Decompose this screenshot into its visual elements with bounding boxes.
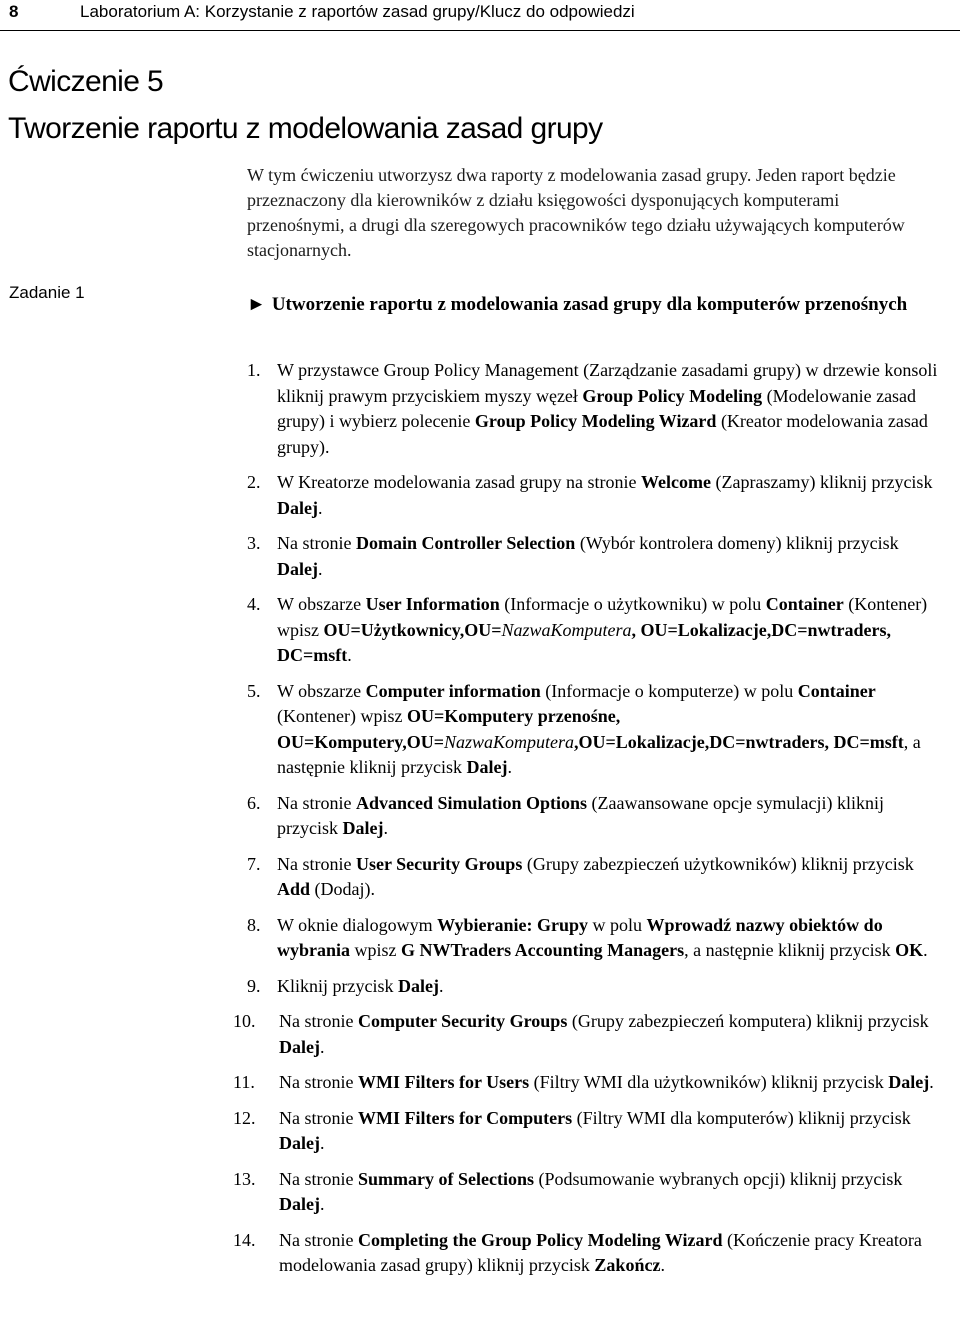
- step-number: 2.: [247, 472, 261, 492]
- running-title: Laboratorium A: Korzystanie z raportów zasad grupy/Klucz do odpowiedzi: [80, 2, 635, 21]
- text-run: (Kontener) wpisz: [277, 706, 407, 726]
- bold-term: Container: [797, 680, 876, 701]
- bold-term: Zakończ: [594, 1255, 661, 1275]
- step-number: 3.: [247, 533, 261, 553]
- bold-term: User Information: [365, 594, 500, 614]
- steps-list: [0, 358, 960, 1289]
- step-item: [0, 852, 960, 903]
- text-run: .: [317, 558, 323, 579]
- text-run: W przystawce Group Policy Management (Zarządzanie zasadami grupy) w drzewie konsoli kliknij prawym przyciskiem myszy węzeł: [277, 360, 938, 406]
- text-run: Na stronie: [277, 533, 356, 553]
- step-number: 9.: [247, 975, 261, 996]
- bold-term: OK: [895, 940, 924, 960]
- text-run: (Zapraszamy) kliknij przycisk: [711, 472, 933, 492]
- text-run: W obszarze: [277, 594, 366, 614]
- bold-term: Dalej: [279, 1036, 320, 1057]
- task-heading: [247, 290, 937, 320]
- step-text: [277, 358, 943, 460]
- step-number: 10.: [233, 1011, 256, 1031]
- text-run: , a następnie kliknij przycisk: [684, 940, 896, 960]
- step-text: [277, 913, 943, 964]
- text-run: (Modelowanie zasad grupy) i wybierz polecenie: [277, 385, 917, 431]
- step-item: [0, 1009, 960, 1060]
- step-text: [279, 1167, 945, 1218]
- step-number: 4.: [247, 594, 261, 614]
- text-run: .: [347, 645, 352, 665]
- page-header: [0, 0, 960, 31]
- text-run: (Grupy zabezpieczeń użytkowników) kliknij przycisk: [522, 853, 914, 874]
- bold-term: Container: [765, 594, 844, 614]
- bold-term: Summary of Selections: [357, 1168, 534, 1189]
- text-run: (Informacje o użytkowniku) w polu: [499, 594, 766, 614]
- text-run: .: [319, 1194, 325, 1214]
- text-run: (Kończenie pracy Kreatora modelowania zasad grupy) kliknij przycisk: [279, 1229, 922, 1275]
- italic-term: NazwaKomputera: [501, 619, 632, 640]
- step-item: [0, 679, 960, 781]
- text-run: (Grupy zabezpieczeń komputera) kliknij przycisk: [567, 1011, 929, 1031]
- step-item: [0, 1106, 960, 1157]
- text-run: W oknie dialogowym: [277, 914, 438, 935]
- text-run: Na stronie: [277, 853, 356, 874]
- step-text: [277, 852, 943, 903]
- text-run: Na stronie: [279, 1168, 358, 1189]
- intro-paragraph: W tym ćwiczeniu utworzysz dwa raporty z modelowania zasad grupy. Jeden raport będzie przeznaczony dla kierowników z działu księgowości dysponujących komputerami przenośnymi, a drugi dla szeregowych pracowników tego działu używających komputerów stacjonarnych.: [247, 165, 905, 260]
- exercise-title: [8, 58, 603, 152]
- bold-term: Computer information: [365, 680, 541, 701]
- step-text: [277, 679, 943, 781]
- text-run: (Informacje o komputerze) w polu: [540, 680, 798, 701]
- arrow-icon: ►: [247, 294, 266, 315]
- step-text: [277, 791, 943, 842]
- text-run: .: [923, 940, 928, 960]
- page-number: 8: [9, 2, 19, 21]
- step-number: 13.: [233, 1168, 256, 1189]
- step-number: 12.: [233, 1107, 256, 1128]
- text-run: .: [929, 1072, 934, 1092]
- step-text: [279, 1228, 945, 1279]
- step-text: [277, 592, 943, 669]
- text-run: .: [319, 1036, 325, 1057]
- step-text: [277, 470, 943, 521]
- text-run: Na stronie: [279, 1229, 358, 1250]
- bold-term: Domain Controller Selection: [355, 533, 576, 553]
- bold-term: Dalej: [342, 818, 384, 838]
- step-item: [0, 1167, 960, 1218]
- step-item: [0, 1228, 960, 1279]
- bold-term: Welcome: [641, 472, 712, 492]
- bold-term: OU=Komputery przenośne, OU=Komputery,OU=: [277, 706, 621, 752]
- step-item: [0, 358, 960, 460]
- step-number: 7.: [247, 853, 261, 874]
- bold-term: Group Policy Modeling Wizard: [474, 411, 717, 431]
- step-text: [279, 1070, 945, 1096]
- step-number: 14.: [233, 1229, 256, 1250]
- text-run: W obszarze: [277, 680, 366, 701]
- step-item: [0, 531, 960, 582]
- step-number: 6.: [247, 792, 261, 813]
- bold-term: , OU=Lokalizacje,DC=nwtraders, DC=msft: [277, 619, 892, 665]
- step-text: [277, 531, 943, 582]
- bold-term: Completing the Group Policy Modeling Wizard: [357, 1229, 723, 1250]
- exercise-number: Ćwiczenie 5: [8, 65, 164, 98]
- text-run: (Filtry WMI dla użytkowników) kliknij przycisk: [529, 1072, 889, 1092]
- text-run: (Zaawansowane opcje symulacji) kliknij przycisk: [277, 792, 884, 838]
- text-run: (Kreator modelowania zasad grupy).: [277, 411, 928, 457]
- bold-term: OU=Użytkownicy,OU=: [323, 619, 502, 640]
- italic-term: NazwaKomputera: [444, 731, 575, 752]
- bold-term: WMI Filters for Computers: [357, 1107, 573, 1128]
- text-run: (Kontener) wpisz: [277, 594, 928, 640]
- step-item: [0, 1070, 960, 1096]
- bold-term: Advanced Simulation Options: [355, 792, 588, 813]
- step-item: [0, 592, 960, 669]
- task-label: Zadanie 1: [9, 283, 85, 302]
- step-item: [0, 470, 960, 521]
- text-run: Na stronie: [279, 1011, 358, 1031]
- bold-term: User Security Groups: [355, 853, 523, 874]
- text-run: , a następnie kliknij przycisk: [277, 731, 921, 777]
- bold-term: Dalej: [466, 757, 508, 777]
- bold-term: Wprowadź nazwy obiektów do wybrania: [277, 914, 883, 960]
- step-item: [0, 913, 960, 964]
- text-run: (Podsumowanie wybranych opcji) kliknij przycisk: [533, 1168, 903, 1189]
- text-run: Kliknij przycisk: [277, 975, 398, 996]
- text-run: Na stronie: [279, 1107, 358, 1128]
- bold-term: Dalej: [279, 1194, 320, 1214]
- text-run: wpisz: [350, 940, 402, 960]
- text-run: .: [319, 1133, 325, 1153]
- bold-term: Group Policy Modeling: [582, 385, 763, 406]
- text-run: W Kreatorze modelowania zasad grupy na stronie: [277, 472, 642, 492]
- step-number: 11.: [233, 1072, 255, 1092]
- exercise-heading: Tworzenie raportu z modelowania zasad grupy: [8, 112, 603, 145]
- bold-term: WMI Filters for Users: [357, 1072, 530, 1092]
- step-item: [0, 791, 960, 842]
- text-run: w polu: [588, 914, 647, 935]
- text-run: .: [507, 757, 512, 777]
- step-text: [279, 1106, 945, 1157]
- text-run: .: [438, 975, 444, 996]
- step-text: [279, 1009, 945, 1060]
- bold-term: Dalej: [277, 497, 318, 518]
- bold-term: ,OU=Lokalizacje,DC=nwtraders, DC=msft: [574, 731, 904, 752]
- text-run: (Filtry WMI dla komputerów) kliknij przycisk: [572, 1107, 911, 1128]
- bold-term: G NWTraders Accounting Managers: [401, 940, 685, 960]
- bold-term: Dalej: [277, 558, 318, 579]
- step-number: 1.: [247, 360, 261, 380]
- step-number: 8.: [247, 914, 261, 935]
- text-run: .: [317, 497, 323, 518]
- bold-term: Dalej: [279, 1133, 320, 1153]
- text-run: .: [660, 1255, 665, 1275]
- text-run: (Dodaj).: [310, 879, 376, 899]
- bold-term: Dalej: [397, 975, 439, 996]
- text-run: .: [383, 818, 388, 838]
- bold-term: Dalej: [888, 1072, 930, 1092]
- step-number: 5.: [247, 680, 261, 701]
- text-run: Na stronie: [279, 1072, 358, 1092]
- bold-term: Computer Security Groups: [357, 1011, 568, 1031]
- text-run: Na stronie: [277, 792, 356, 813]
- task-heading-text: Utworzenie raportu z modelowania zasad grupy dla komputerów przenośnych: [271, 294, 908, 315]
- text-run: (Wybór kontrolera domeny) kliknij przycisk: [575, 533, 899, 553]
- step-item: [0, 974, 960, 1000]
- bold-term: Add: [277, 879, 311, 899]
- step-text: [277, 974, 943, 1000]
- bold-term: Wybieranie: Grupy: [437, 914, 588, 935]
